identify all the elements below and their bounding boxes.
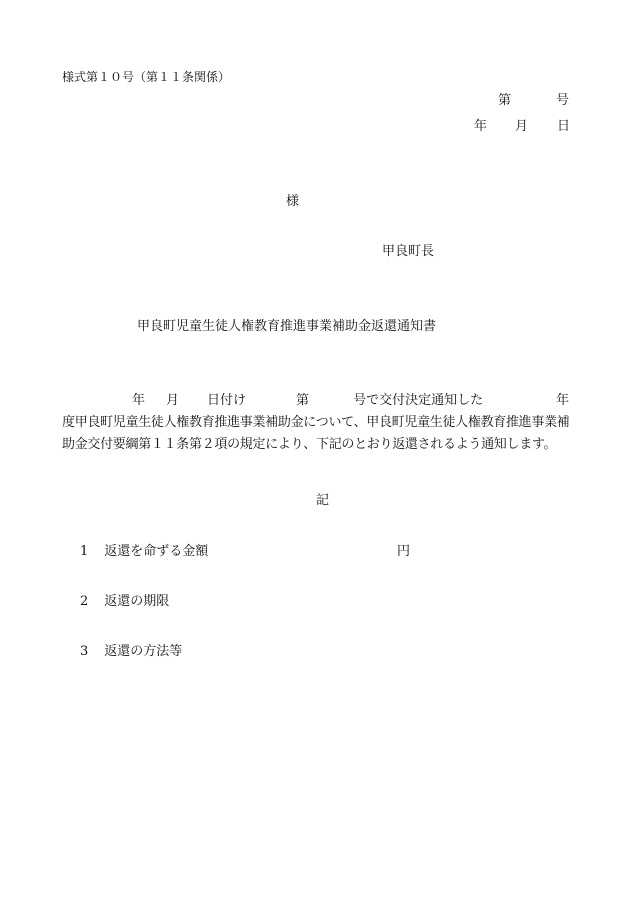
date-day: 日	[557, 119, 571, 134]
item-2	[80, 594, 169, 610]
ki-heading: 記	[316, 493, 330, 508]
item-1-unit: 円	[397, 544, 411, 559]
body-month: 月	[166, 393, 180, 408]
body-line-3: 助金交付要綱第１１条第２項の規定により、下記のとおり返還されるよう通知します。	[62, 437, 557, 452]
item-3-number: 3	[80, 644, 89, 659]
document-number-dai: 第	[498, 93, 512, 108]
body-dai: 第	[296, 393, 310, 408]
document-number-go: 号	[556, 93, 570, 108]
item-3-label: 返還の方法等	[104, 644, 183, 659]
item-2-number: 2	[80, 594, 89, 609]
body-go-kettei: 号で交付決定通知した	[353, 393, 484, 408]
sender: 甲良町長	[382, 244, 435, 259]
form-label: 様式第１０号（第１１条関係）	[62, 70, 231, 84]
item-2-label: 返還の期限	[104, 594, 170, 609]
date-month: 月	[515, 119, 529, 134]
body-year-2: 年	[556, 393, 570, 408]
item-1-number: 1	[80, 544, 89, 559]
body-line-1	[62, 390, 602, 412]
body-year: 年	[132, 393, 146, 408]
item-1-label: 返還を命ずる金額	[104, 544, 209, 559]
body-date-suffix: 日付け	[207, 393, 247, 408]
body-paragraph	[62, 390, 602, 456]
addressee-suffix: 様	[286, 194, 300, 209]
body-line-2: 度甲良町児童生徒人権教育推進事業補助金について、甲良町児童生徒人権教育推進事業補	[62, 415, 570, 430]
item-3	[80, 644, 182, 660]
date-year: 年	[474, 119, 488, 134]
item-1	[80, 544, 208, 560]
document-title: 甲良町児童生徒人権教育推進事業補助金返還通知書	[137, 319, 437, 334]
